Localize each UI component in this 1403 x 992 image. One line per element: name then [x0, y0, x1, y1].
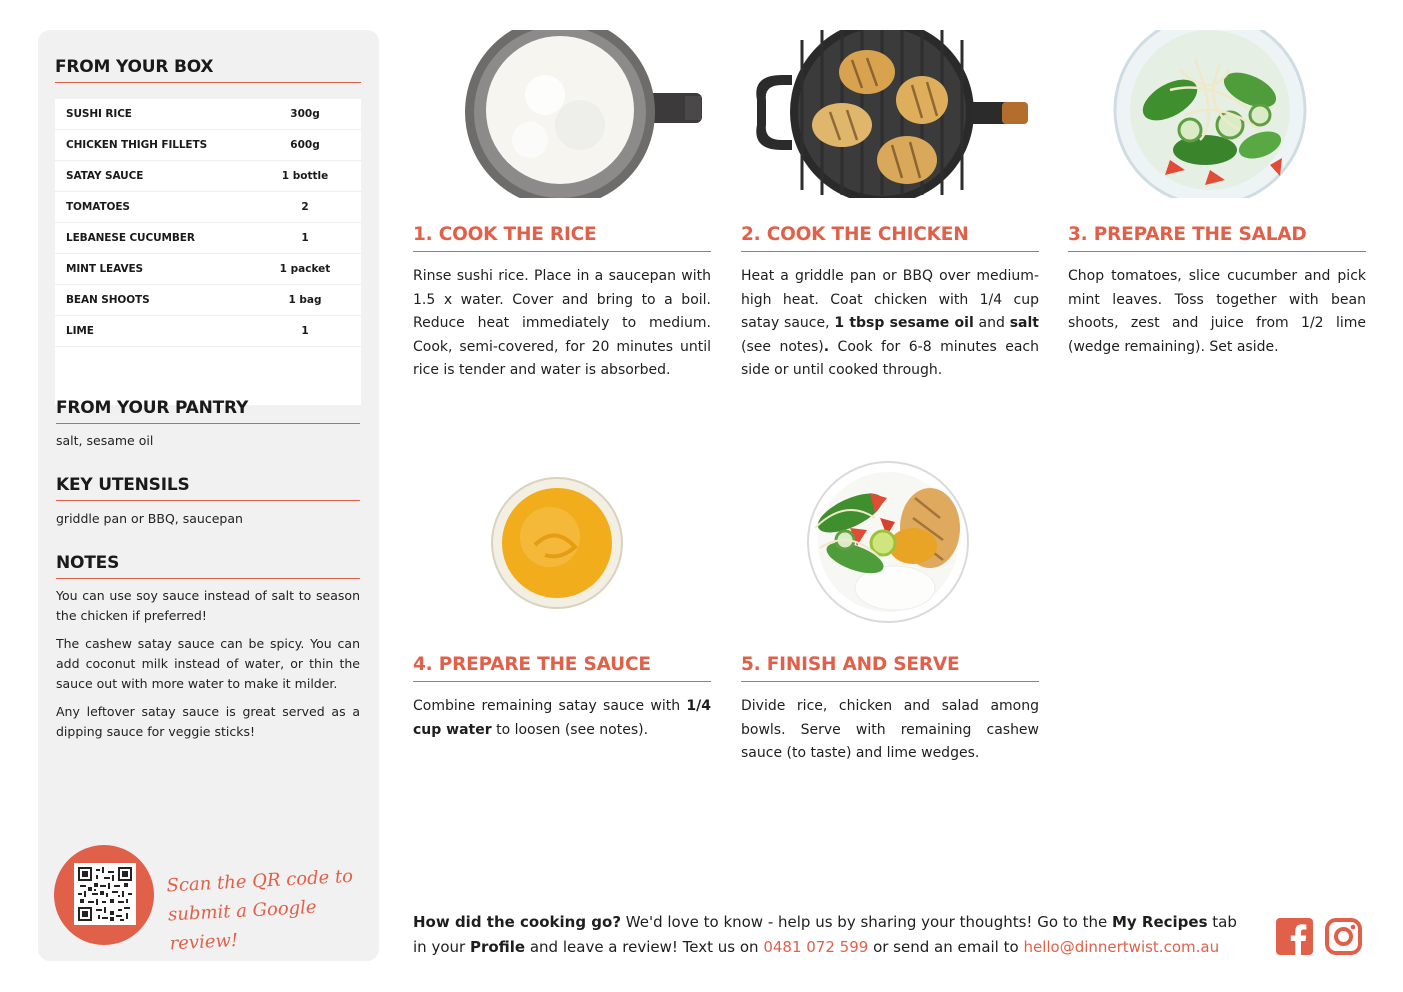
note-item: Any leftover satay sauce is great served as a dipping sauce for veggie sticks! [56, 704, 360, 739]
step-body: Chop tomatoes, slice cucumber and pick mint leaves. Toss together with bean shoots, zest and juice from 1/2 lime (wedge remaining). Set aside. [1068, 268, 1366, 355]
notes-title: NOTES [56, 553, 360, 579]
salad-bowl-photo [1110, 30, 1310, 200]
ingredient-name: LEBANESE CUCUMBER [66, 232, 195, 244]
step-body [741, 265, 1039, 383]
step-text: Combine remaining satay sauce with [413, 698, 687, 714]
step-4 [413, 654, 711, 742]
step-body: Divide rice, chicken and salad among bowls. Serve with remaining cashew sauce (to taste) and lime wedges. [741, 698, 1039, 761]
qr-badge [54, 845, 154, 945]
qr-code[interactable] [74, 863, 136, 925]
facebook-icon[interactable] [1276, 918, 1313, 955]
from-your-box-title: FROM YOUR BOX [55, 57, 361, 83]
step-title: 5. FINISH AND SERVE [741, 654, 1039, 682]
email-link[interactable]: hello@dinnertwist.com.au [1023, 938, 1220, 956]
note-item: The cashew satay sauce can be spicy. You can add coconut milk instead of water, or thin the sauce out with more water to make it milder. [56, 636, 360, 691]
ingredient-row [55, 99, 361, 130]
ingredient-row [55, 223, 361, 254]
note-item: You can use soy sauce instead of salt to season the chicken if preferred! [56, 588, 360, 623]
step-2 [741, 224, 1039, 383]
ingredient-name: SUSHI RICE [66, 108, 132, 120]
utensils-text: griddle pan or BBQ, saucepan [56, 511, 243, 526]
step-body [413, 695, 711, 742]
notes-list [56, 586, 360, 750]
ingredient-row [55, 316, 361, 347]
ingredient-qty: 1 [301, 325, 309, 337]
step-bold-text: . [823, 338, 830, 355]
ingredient-name: MINT LEAVES [66, 263, 143, 275]
ingredient-qty: 1 bottle [281, 170, 329, 182]
footer-text: and leave a review! Text us on [525, 938, 764, 956]
step-body: Rinse sushi rice. Place in a saucepan with 1.5 x water. Cover and bring to a boil. Reduce heat immediately to medium. Cook, semi-covered, for 20 minutes until rice is tender and water is absorbed. [413, 268, 711, 378]
ingredient-row [55, 285, 361, 316]
step-text: Heat a griddle pan or BBQ over medium-high heat. Coat chicken with 1/4 cup satay sauce, [741, 268, 1039, 331]
ingredient-qty: 1 bag [288, 294, 322, 306]
step-bold-text: 1 tbsp sesame oil [834, 315, 974, 331]
pantry-text: salt, sesame oil [56, 433, 154, 448]
ingredients-sidebar [38, 30, 379, 961]
footer-text: or send an email to [868, 938, 1024, 956]
phone-link[interactable]: 0481 072 599 [763, 938, 869, 956]
step-3 [1068, 224, 1366, 359]
ingredient-row [55, 254, 361, 285]
from-your-pantry-title: FROM YOUR PANTRY [56, 398, 360, 424]
satay-sauce-photo [490, 475, 625, 613]
step-title: 3. PREPARE THE SALAD [1068, 224, 1366, 252]
ingredient-row [55, 192, 361, 223]
qr-tagline-line2: submit a Google review! [167, 896, 318, 955]
rice-saucepan-photo [460, 30, 705, 200]
key-utensils-title: KEY UTENSILS [56, 475, 360, 501]
step-1 [413, 224, 711, 383]
step-title: 1. COOK THE RICE [413, 224, 711, 252]
ingredient-qty: 600g [290, 139, 320, 151]
ingredient-name: SATAY SAUCE [66, 170, 144, 182]
ingredient-qty: 2 [301, 201, 309, 213]
footer-text: tab in your [413, 913, 1237, 956]
instagram-icon[interactable] [1325, 918, 1362, 955]
step-text: and [973, 315, 1010, 331]
review-footer [413, 910, 1253, 960]
chicken-griddle-photo [752, 30, 1032, 200]
step-5 [741, 654, 1039, 766]
ingredient-name: TOMATOES [66, 201, 130, 213]
ingredient-qty: 1 packet [279, 263, 331, 275]
footer-question: How did the cooking go? [413, 913, 622, 931]
ingredients-table [55, 99, 361, 405]
ingredient-row [55, 161, 361, 192]
qr-tagline-line1: Scan the QR code to [166, 865, 354, 897]
step-title: 2. COOK THE CHICKEN [741, 224, 1039, 252]
ingredient-row [55, 130, 361, 161]
footer-text: We'd love to know - help us by sharing your thoughts! Go to the [621, 913, 1112, 931]
my-recipes-label: My Recipes [1111, 913, 1208, 931]
profile-label: Profile [469, 938, 526, 956]
ingredient-qty: 1 [301, 232, 309, 244]
finished-dish-photo [795, 458, 975, 626]
ingredient-qty: 300g [290, 108, 320, 120]
ingredient-name: CHICKEN THIGH FILLETS [66, 139, 208, 151]
step-text: to loosen (see notes). [491, 721, 649, 738]
step-bold-text: 1/4 cup water [413, 698, 711, 738]
step-text: (see notes) [741, 338, 824, 355]
ingredient-name: BEAN SHOOTS [66, 294, 150, 306]
step-text: Cook for 6-8 minutes each side or until cooked through. [741, 338, 1039, 378]
qr-tagline [166, 861, 381, 959]
step-bold-text: salt [1009, 315, 1039, 331]
step-title: 4. PREPARE THE SAUCE [413, 654, 711, 682]
ingredient-name: LIME [66, 325, 94, 337]
